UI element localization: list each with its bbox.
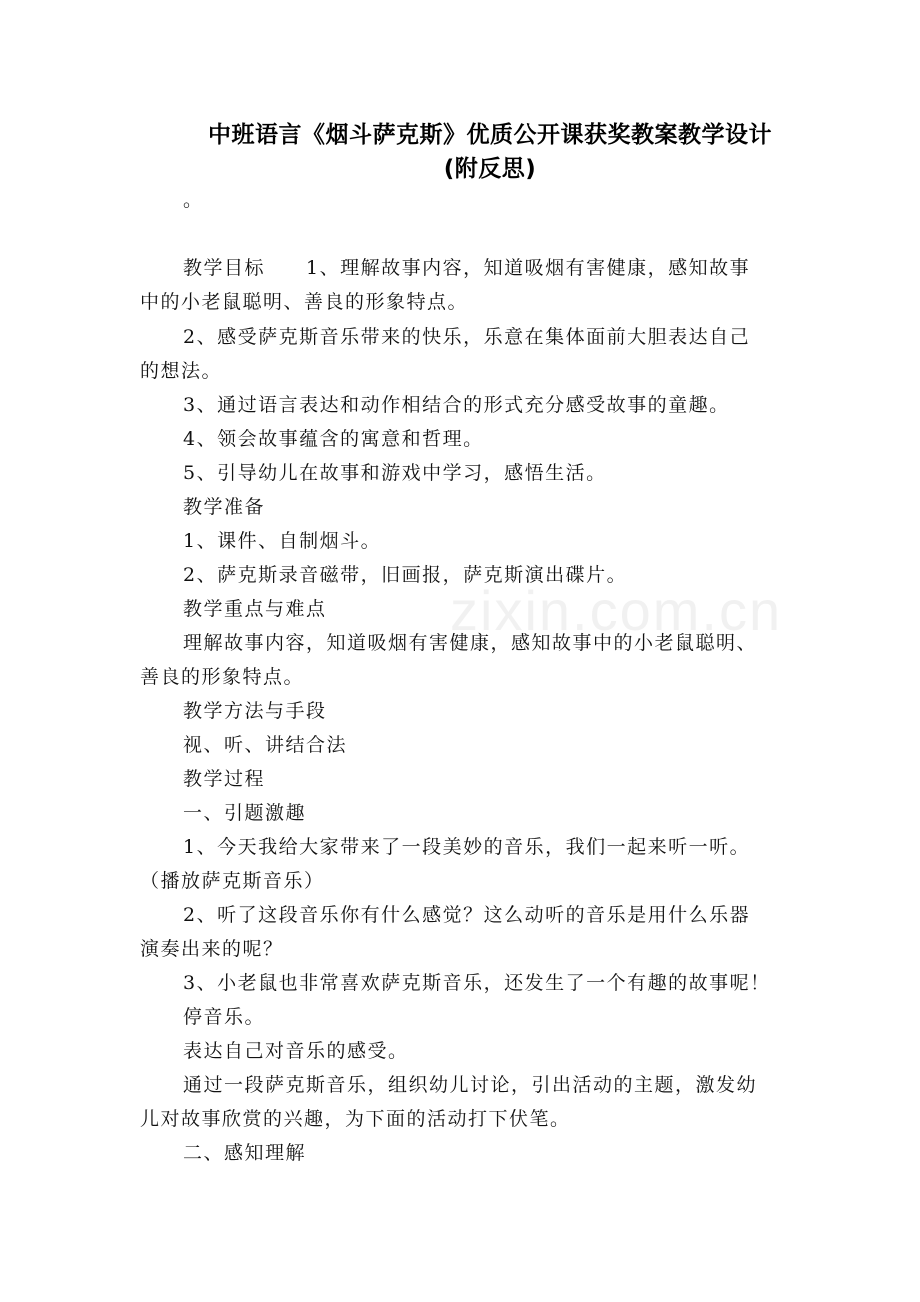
paragraph-line: 2、萨克斯录音磁带，旧画报，萨克斯演出碟片。 — [183, 564, 628, 586]
paragraph-line: 停音乐。 — [183, 1006, 266, 1028]
paragraph-line: 中的小老鼠聪明、善良的形象特点。 — [140, 291, 469, 313]
paragraph-line: 3、通过语言表达和动作相结合的形式充分感受故事的童趣。 — [183, 394, 730, 416]
paragraph-line: 1、课件、自制烟斗。 — [183, 530, 382, 552]
paragraph-line: 善良的形象特点。 — [140, 666, 305, 688]
section-heading: 教学重点与难点 — [183, 598, 327, 620]
paragraph-line: 3、小老鼠也非常喜欢萨克斯音乐，还发生了一个有趣的故事呢！ — [183, 972, 771, 994]
section-heading: 教学准备 — [183, 496, 266, 518]
paragraph-line: 4、领会故事蕴含的寓意和哲理。 — [183, 428, 484, 450]
paragraph-line: 视、听、讲结合法 — [183, 734, 348, 756]
section-heading: 教学方法与手段 — [183, 700, 327, 722]
paragraph-line: 演奏出来的呢？ — [140, 938, 284, 960]
watermark: zixin.com.cn — [450, 579, 783, 642]
section-heading: 一、引题激趣 — [183, 802, 307, 824]
document-title-line-2: (附反思) — [443, 156, 537, 182]
paragraph-line: 儿对故事欣赏的兴趣，为下面的活动打下伏笔。 — [140, 1108, 571, 1130]
section-heading: 二、感知理解 — [183, 1142, 307, 1164]
paragraph-line: 5、引导幼儿在故事和游戏中学习，感悟生活。 — [183, 462, 607, 484]
paragraph-line: 2、听了这段音乐你有什么感觉？这么动听的音乐是用什么乐器 — [183, 904, 751, 926]
paragraph-line: （播放萨克斯音乐） — [140, 870, 325, 892]
stray-period: 。 — [183, 189, 204, 211]
section-heading: 教学过程 — [183, 768, 266, 790]
paragraph-line: 表达自己对音乐的感受。 — [183, 1040, 409, 1062]
paragraph-line: 通过一段萨克斯音乐，组织幼儿讨论，引出活动的主题，激发幼 — [183, 1074, 758, 1096]
paragraph-line: 2、感受萨克斯音乐带来的快乐，乐意在集体面前大胆表达自己 — [183, 326, 751, 348]
paragraph-line: 教学目标 1、理解故事内容，知道吸烟有害健康，感知故事 — [183, 257, 751, 279]
document-title-line-1: 中班语言《烟斗萨克斯》优质公开课获奖教案教学设计 — [208, 122, 772, 148]
paragraph-line: 理解故事内容，知道吸烟有害健康，感知故事中的小老鼠聪明、 — [183, 632, 758, 654]
paragraph-line: 1、今天我给大家带来了一段美妙的音乐，我们一起来听一听。 — [183, 836, 751, 858]
paragraph-line: 的想法。 — [140, 360, 223, 382]
